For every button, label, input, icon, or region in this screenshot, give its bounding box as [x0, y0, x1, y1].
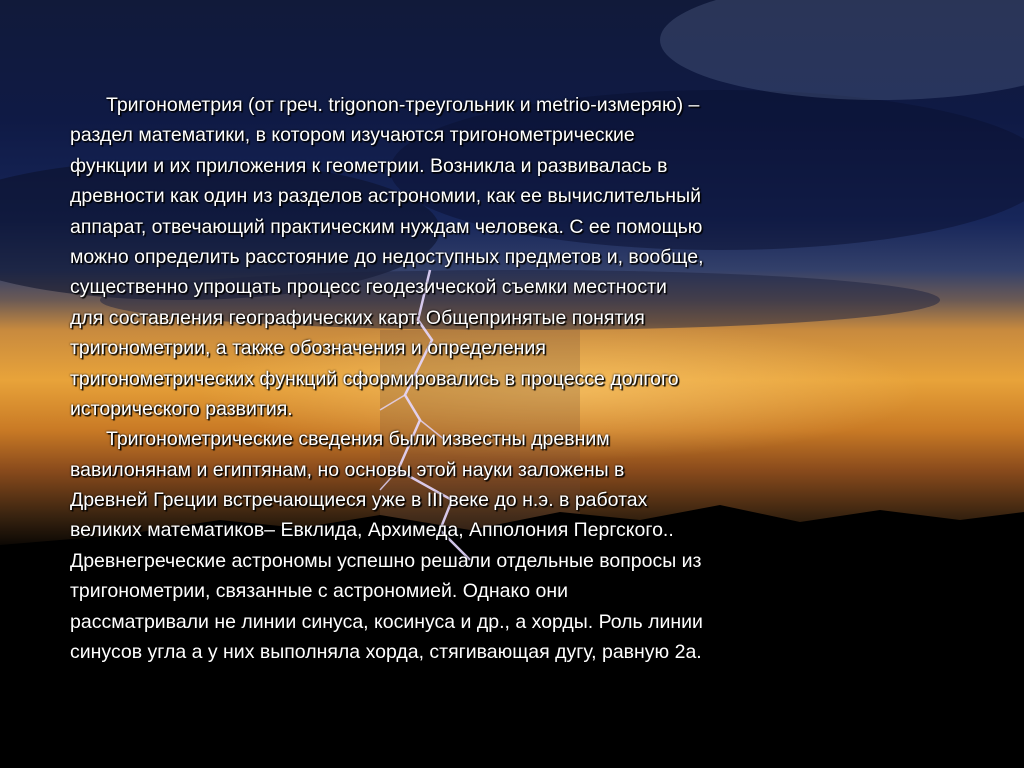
text-line: аппарат, отвечающий практическим нуждам человека. С ее помощью	[70, 215, 703, 238]
text-line: Древней Греции встречающиеся уже в III веке до н.э. в работах	[70, 489, 648, 512]
text-line: функции и их приложения к геометрии. Возникла и развивалась в	[70, 154, 668, 177]
text-line: Тригонометрические сведения были известны древним	[106, 428, 610, 451]
text-line: тригонометрических функций сформировались в процессе долгого	[70, 367, 679, 390]
text-line: Тригонометрия (от греч. trigonon-треугольник и metrio-измеряю) –	[106, 94, 700, 116]
text-line: можно определить расстояние до недоступных предметов и, вообще,	[70, 245, 704, 268]
storm-cloud	[660, 0, 1024, 100]
slide-text	[70, 90, 920, 667]
text-line: Древнегреческие астрономы успешно решали отдельные вопросы из	[70, 549, 702, 572]
text-line: раздел математики, в котором изучаются тригонометрические	[70, 124, 635, 147]
text-line: тригонометрии, связанные с астрономией. Однако они	[70, 580, 568, 603]
text-line: вавилонянам и египтянам, но основы этой науки заложены в	[70, 458, 625, 481]
text-line: великих математиков– Евклида, Архимеда, Апполония Пергского..	[70, 519, 674, 542]
text-line: существенно упрощать процесс геодезической съемки местности	[70, 276, 667, 299]
text-line: тригонометрии, а также обозначения и определения	[70, 337, 546, 360]
text-line: синусов угла а у них выполняла хорда, стягивающая дугу, равную 2а.	[70, 641, 702, 664]
text-line: исторического развития.	[70, 397, 293, 420]
paragraph-2	[70, 424, 920, 667]
text-line: для составления географических карт. Общепринятые понятия	[70, 306, 645, 329]
text-line: древности как один из разделов астрономии, как ее вычислительный	[70, 185, 701, 208]
text-line: рассматривали не линии синуса, косинуса и др., а хорды. Роль линии	[70, 610, 703, 633]
paragraph-1	[70, 90, 920, 424]
